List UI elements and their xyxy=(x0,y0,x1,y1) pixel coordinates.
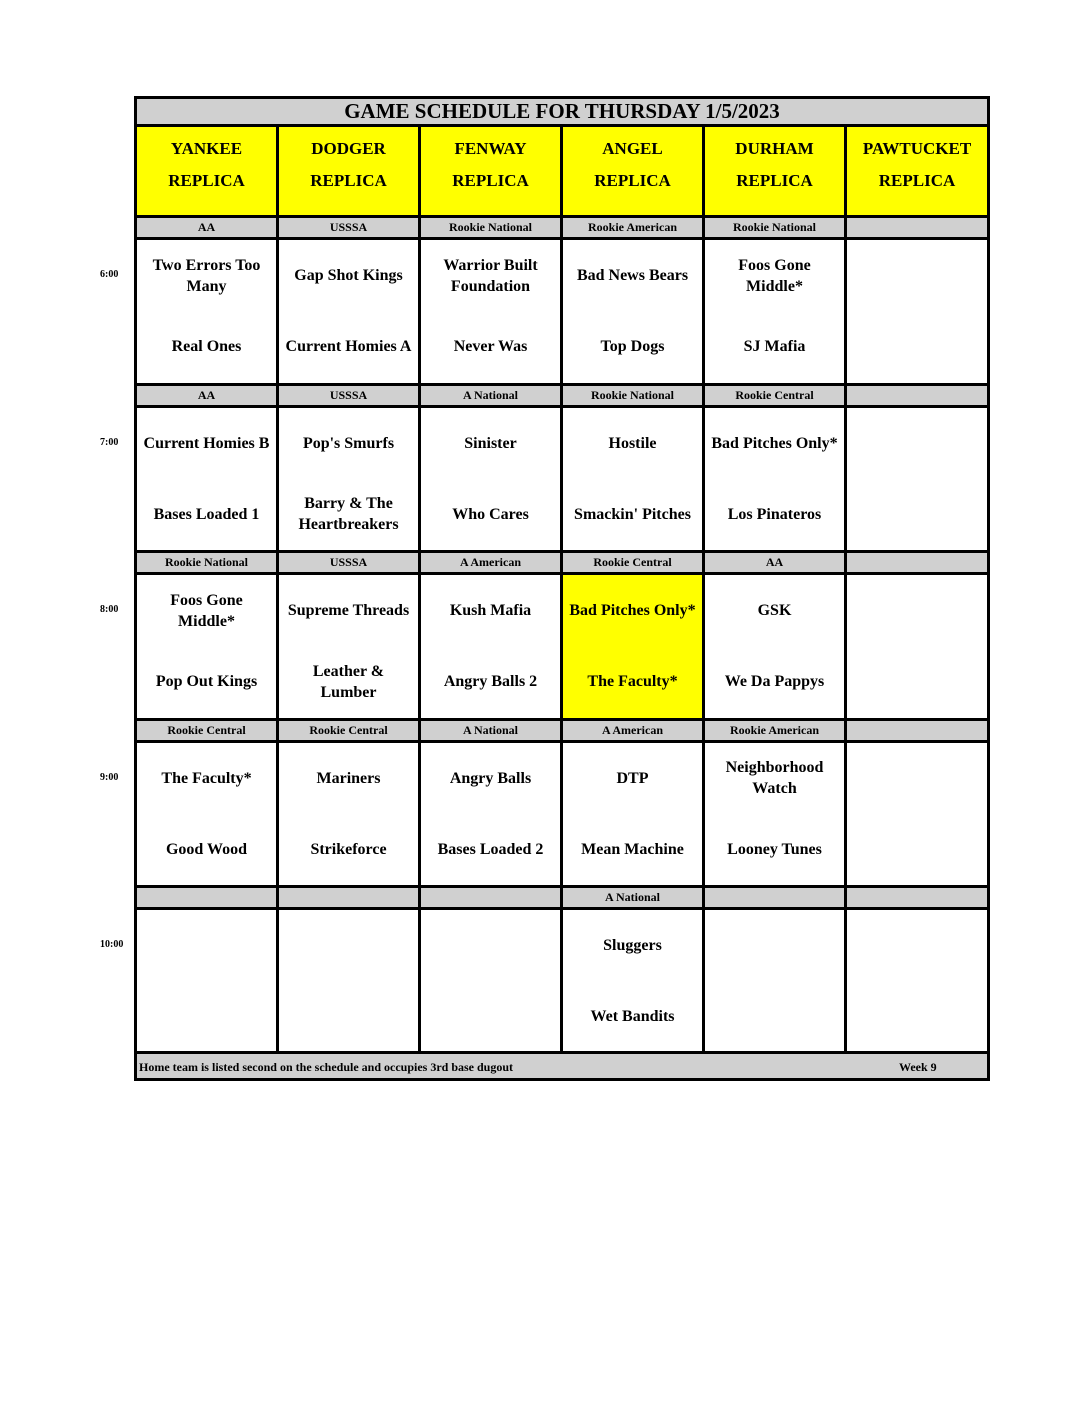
field-type: REPLICA xyxy=(736,171,813,190)
game-cell xyxy=(421,240,563,383)
game-cell xyxy=(279,408,421,551)
away-team: Pop's Smurfs xyxy=(302,434,395,452)
game-cell xyxy=(847,743,987,886)
field-type: REPLICA xyxy=(878,171,956,190)
game-cell xyxy=(137,575,279,718)
field-header-1 xyxy=(137,127,279,215)
division-label: A American xyxy=(421,550,563,575)
field-name: DODGER xyxy=(311,139,386,158)
game-cell xyxy=(137,408,279,551)
away-team: DTP xyxy=(616,769,649,787)
game-cell xyxy=(563,408,705,551)
home-team: Mean Machine xyxy=(581,840,684,858)
game-cell xyxy=(279,575,421,718)
division-label: Rookie Central xyxy=(137,718,279,743)
field-type: REPLICA xyxy=(168,171,245,190)
field-name: FENWAY xyxy=(454,139,527,158)
away-team: The Faculty* xyxy=(161,769,252,787)
division-label: Rookie American xyxy=(705,718,847,743)
division-label: USSSA xyxy=(279,215,421,240)
game-cell xyxy=(563,240,705,383)
schedule-title: GAME SCHEDULE FOR THURSDAY 1/5/2023 xyxy=(137,99,987,127)
game-cell xyxy=(279,240,421,383)
game-cell xyxy=(847,910,987,1053)
field-name: ANGEL xyxy=(602,139,663,158)
away-team: Angry Balls xyxy=(449,769,532,787)
division-label xyxy=(279,885,421,910)
away-team xyxy=(421,910,560,981)
field-header-2 xyxy=(279,127,421,215)
game-cell xyxy=(137,743,279,886)
game-cell xyxy=(137,910,279,1053)
division-row xyxy=(137,550,987,575)
division-label: Rookie National xyxy=(705,215,847,240)
home-team: The Faculty* xyxy=(587,673,678,691)
game-cell xyxy=(279,910,421,1053)
time-label: 6:00 xyxy=(100,269,119,280)
away-team: Hostile xyxy=(608,434,657,452)
home-team xyxy=(847,479,987,550)
away-team: Current Homies B xyxy=(143,434,270,452)
division-label: A American xyxy=(563,718,705,743)
away-team xyxy=(847,240,987,311)
home-team: Current Homies A xyxy=(285,338,412,356)
division-label xyxy=(847,383,987,408)
division-row xyxy=(137,718,987,743)
division-label: A National xyxy=(421,383,563,408)
home-team: Looney Tunes xyxy=(727,840,822,858)
game-cell xyxy=(563,743,705,886)
division-label: Rookie Central xyxy=(705,383,847,408)
home-team: Who Cares xyxy=(452,505,529,523)
field-type: REPLICA xyxy=(310,171,387,190)
game-cell xyxy=(421,408,563,551)
division-label: AA xyxy=(137,383,279,408)
schedule-sheet xyxy=(134,96,990,1081)
field-header-6 xyxy=(847,127,987,215)
home-team xyxy=(279,981,418,1052)
home-team xyxy=(705,981,844,1052)
division-label: USSSA xyxy=(279,383,421,408)
division-label: Rookie National xyxy=(137,550,279,575)
home-team: Barry & The Heartbreakers xyxy=(298,495,399,534)
away-team: Bad Pitches Only* xyxy=(569,602,696,620)
game-cell xyxy=(847,240,987,383)
home-team: Good Wood xyxy=(165,840,248,858)
home-team: Smackin' Pitches xyxy=(574,505,691,523)
game-cell xyxy=(421,910,563,1053)
division-label xyxy=(421,885,563,910)
game-cell xyxy=(563,910,705,1053)
home-team: Top Dogs xyxy=(600,338,665,356)
away-team: Sluggers xyxy=(603,937,662,955)
field-name: PAWTUCKET xyxy=(862,139,972,158)
division-label: Rookie American xyxy=(563,215,705,240)
division-label: Rookie Central xyxy=(279,718,421,743)
games-row xyxy=(137,743,987,886)
time-label: 9:00 xyxy=(100,771,119,783)
field-name: YANKEE xyxy=(170,139,243,158)
field-name: DURHAM xyxy=(735,139,814,158)
games-row xyxy=(137,408,987,551)
games-row xyxy=(137,575,987,718)
division-label xyxy=(137,885,279,910)
field-type: REPLICA xyxy=(452,171,529,190)
home-team: Wet Bandits xyxy=(590,1008,675,1026)
away-team: Bad News Bears xyxy=(576,267,689,285)
division-label: USSSA xyxy=(279,550,421,575)
home-team: Pop Out Kings xyxy=(155,673,258,691)
away-team: Foos Gone Middle* xyxy=(738,256,811,295)
home-team xyxy=(137,981,276,1052)
division-label: A National xyxy=(421,718,563,743)
game-cell xyxy=(705,408,847,551)
division-label: AA xyxy=(705,550,847,575)
division-label: A National xyxy=(563,885,705,910)
division-label xyxy=(847,215,987,240)
division-label: Rookie National xyxy=(421,215,563,240)
away-team: Gap Shot Kings xyxy=(294,267,403,285)
away-team xyxy=(279,910,418,981)
home-team: Bases Loaded 1 xyxy=(153,505,260,523)
home-team xyxy=(847,814,987,885)
field-header-row xyxy=(137,127,987,215)
home-team: Never Was xyxy=(453,338,528,356)
game-cell xyxy=(421,743,563,886)
away-team: Bad Pitches Only* xyxy=(711,434,838,452)
games-row xyxy=(137,240,987,383)
game-cell xyxy=(705,240,847,383)
away-team xyxy=(847,743,987,814)
division-label: AA xyxy=(137,215,279,240)
field-type: REPLICA xyxy=(594,171,671,190)
division-row xyxy=(137,383,987,408)
week-label: Week 9 xyxy=(899,1060,937,1074)
time-label: 8:00 xyxy=(100,604,119,615)
game-cell xyxy=(137,240,279,383)
away-team xyxy=(847,910,987,981)
schedule-footer xyxy=(137,1051,987,1078)
away-team: Warrior Built Foundation xyxy=(443,256,538,295)
home-team: Strikeforce xyxy=(310,840,387,858)
division-label xyxy=(847,885,987,910)
home-team: SJ Mafia xyxy=(743,338,806,356)
away-team: GSK xyxy=(757,602,792,620)
division-label xyxy=(847,718,987,743)
division-row xyxy=(137,885,987,910)
field-header-5 xyxy=(705,127,847,215)
game-cell xyxy=(705,575,847,718)
field-header-3 xyxy=(421,127,563,215)
away-team: Neighborhood Watch xyxy=(725,759,824,798)
away-team: Two Errors Too Many xyxy=(152,256,261,295)
time-label: 10:00 xyxy=(100,939,124,950)
home-team xyxy=(847,981,987,1052)
home-team xyxy=(847,646,987,717)
game-cell xyxy=(705,743,847,886)
time-label: 7:00 xyxy=(100,436,119,448)
division-row xyxy=(137,215,987,240)
home-team xyxy=(847,311,987,382)
home-team: Angry Balls 2 xyxy=(443,673,538,691)
game-cell xyxy=(847,408,987,551)
home-team: Real Ones xyxy=(171,338,242,356)
away-team xyxy=(847,575,987,646)
division-label xyxy=(847,550,987,575)
division-label: Rookie Central xyxy=(563,550,705,575)
away-team xyxy=(137,910,276,981)
away-team: Kush Mafia xyxy=(449,602,532,620)
game-cell xyxy=(705,910,847,1053)
game-cell xyxy=(563,575,705,718)
away-team xyxy=(847,408,987,479)
home-team xyxy=(421,981,560,1052)
games-row xyxy=(137,910,987,1053)
away-team: Mariners xyxy=(316,769,381,787)
away-team: Sinister xyxy=(464,434,517,452)
away-team: Supreme Threads xyxy=(287,602,410,620)
away-team: Foos Gone Middle* xyxy=(170,591,243,630)
home-team: Leather & Lumber xyxy=(312,662,385,701)
home-team: We Da Pappys xyxy=(724,673,825,691)
division-label: Rookie National xyxy=(563,383,705,408)
footer-note: Home team is listed second on the schedule and occupies 3rd base dugout xyxy=(139,1060,514,1074)
away-team xyxy=(705,910,844,981)
home-team: Los Pinateros xyxy=(727,505,822,523)
field-header-4 xyxy=(563,127,705,215)
division-label xyxy=(705,885,847,910)
game-cell xyxy=(421,575,563,718)
home-team: Bases Loaded 2 xyxy=(437,840,544,858)
game-cell xyxy=(847,575,987,718)
game-cell xyxy=(279,743,421,886)
